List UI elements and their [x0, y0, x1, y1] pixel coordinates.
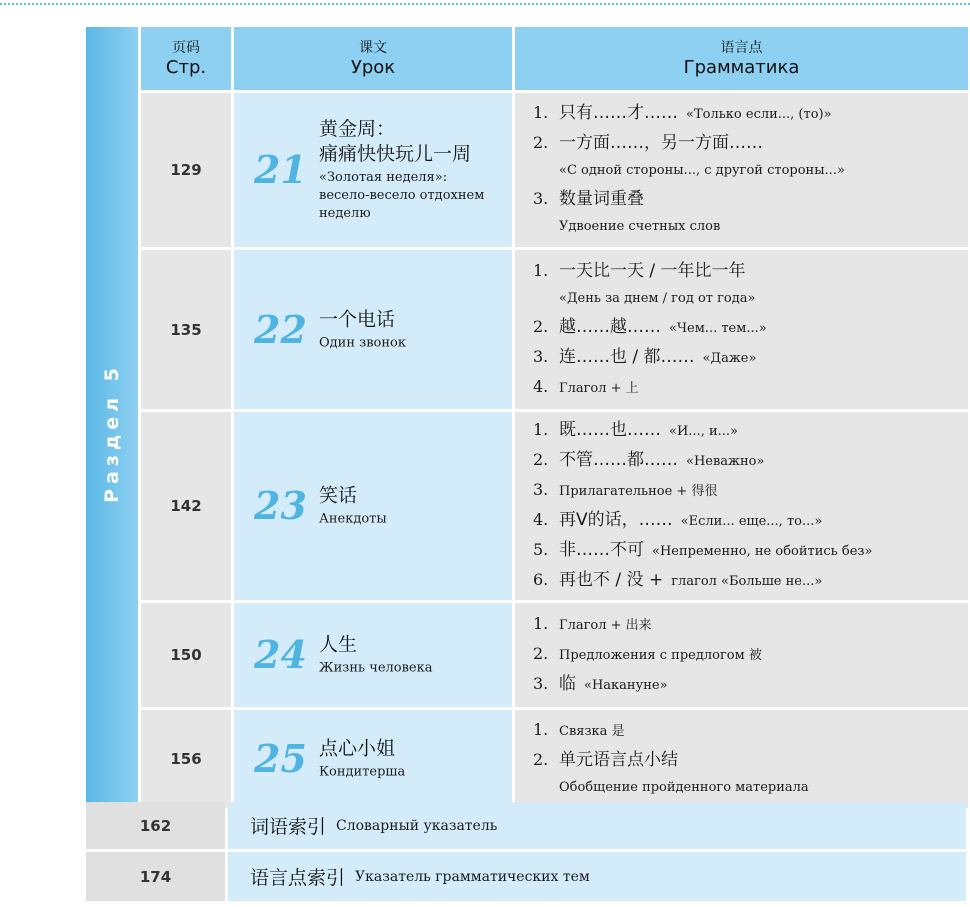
grammar-cell [515, 250, 968, 409]
footer-page-number: 174 [86, 852, 225, 901]
grammar-item-russian: «Даже» [702, 350, 757, 366]
grammar-item-russian: «Накануне» [584, 678, 668, 693]
lesson-cell[interactable] [234, 412, 512, 600]
lesson-number: 23 [254, 483, 307, 528]
grammar-item-russian: Связка 是 [559, 724, 625, 739]
grammar-item [533, 670, 968, 700]
lesson-title: 痛痛快快玩儿一周 [319, 143, 472, 165]
grammar-item-russian: «День за днем / год от года» [559, 290, 756, 306]
lesson-subtitle [319, 169, 504, 223]
footer-title-cn: 词语索引 [250, 816, 327, 838]
grammar-item-number: 5. [533, 540, 549, 559]
lesson-text [319, 117, 504, 223]
grammar-item [533, 185, 968, 213]
grammar-item-russian: Удвоение счетных слов [559, 219, 721, 234]
grammar-item-number: 2. [533, 316, 549, 336]
lesson-cell[interactable] [234, 250, 512, 409]
grammar-item-number: 4. [533, 510, 549, 529]
grammar-item-russian: «Если... еще..., то...» [680, 514, 823, 529]
lesson-page-number[interactable]: 150 [141, 603, 231, 707]
grammar-item [533, 373, 968, 403]
lesson-title: 黄金周： [319, 118, 396, 140]
grammar-item [533, 640, 968, 670]
lesson-text [319, 484, 504, 529]
lesson-number: 21 [254, 147, 307, 192]
grammar-item-chinese: 非……不可 [559, 540, 644, 560]
grammar-item-chinese: 一天比一天 / 一年比一年 [559, 260, 746, 281]
footer-row[interactable] [86, 852, 966, 901]
grammar-item-chinese: 临 [559, 674, 576, 694]
grammar-item [533, 566, 968, 596]
lesson-cell[interactable] [234, 93, 512, 247]
grammar-item [533, 610, 968, 640]
footer-entry [228, 802, 966, 849]
header-grammar [515, 27, 968, 90]
grammar-item-russian: Предложения с предлогом 被 [559, 648, 762, 663]
header-grammar-ru: Грамматика [683, 56, 800, 78]
grammar-item-number: 3. [533, 189, 549, 208]
grammar-item-number: 3. [533, 346, 549, 366]
grammar-item-number: 1. [533, 103, 549, 122]
grammar-item-chinese: 越……越…… [559, 316, 661, 337]
grammar-item [533, 129, 968, 157]
grammar-item-russian: «Непременно, не обойтись без» [652, 544, 873, 559]
grammar-item-russian: Глагол + 出来 [559, 618, 652, 633]
grammar-item-number: 2. [533, 750, 549, 769]
grammar-item-russian: Глагол + 上 [559, 380, 639, 396]
lesson-subtitle-line: Анекдоты [319, 511, 387, 527]
grammar-cell [515, 710, 968, 808]
lesson-cell[interactable] [234, 710, 512, 808]
grammar-item-chinese: 不管……都…… [559, 450, 678, 470]
grammar-item [533, 416, 968, 446]
lesson-number: 24 [254, 632, 307, 677]
grammar-item-chinese: 再也不 / 没 + [559, 570, 664, 590]
header-page [141, 27, 231, 90]
grammar-item [533, 506, 968, 536]
lesson-subtitle-line: весело-весело отдохнем [319, 188, 485, 203]
lesson-title: 点心小姐 [319, 737, 396, 760]
lesson-subtitle-line: Один звонок [319, 335, 406, 350]
grammar-item-chinese: 连……也 / 都…… [559, 346, 695, 367]
grammar-item-number: 1. [533, 420, 549, 439]
footer-row[interactable] [86, 802, 966, 849]
grammar-item [533, 716, 968, 746]
grammar-item-number: 2. [533, 133, 549, 152]
grammar-item-chinese: 一方面……，另一方面…… [559, 133, 763, 153]
grammar-item-chinese: 既……也…… [559, 420, 661, 440]
lesson-title: 一个电话 [319, 308, 396, 330]
header-lesson-ru: Урок [350, 56, 396, 78]
grammar-item [533, 99, 968, 129]
grammar-item-number: 1. [533, 720, 549, 739]
grammar-item-number: 3. [533, 674, 549, 693]
footer-page-number: 162 [86, 802, 225, 849]
grammar-item-number: 1. [533, 260, 549, 280]
grammar-item-number: 1. [533, 614, 549, 633]
lesson-subtitle [319, 660, 504, 678]
lesson-page-number[interactable]: 156 [141, 710, 231, 808]
lesson-subtitle-line: Кондитерша [319, 764, 406, 780]
lesson-text [319, 307, 504, 352]
grammar-item [533, 746, 968, 774]
lesson-page-number[interactable]: 129 [141, 93, 231, 247]
footer-title-ru: Указатель грамматических тем [355, 868, 590, 885]
section-band [86, 27, 138, 808]
grammar-item-number: 2. [533, 450, 549, 469]
grammar-item-russian: «Неважно» [686, 454, 765, 469]
grammar-item-chinese: 只有……才…… [559, 103, 678, 123]
section-label: Раздел 5 [101, 363, 123, 503]
footer-title-ru: Словарный указатель [336, 817, 498, 834]
grammar-item [533, 285, 968, 313]
lesson-subtitle [319, 334, 504, 352]
grammar-item-russian: Обобщение пройденного материала [559, 780, 809, 795]
lesson-number: 22 [254, 306, 307, 352]
contents-table [86, 27, 966, 799]
grammar-item-number: 6. [533, 570, 549, 589]
grammar-item-russian: «Только если..., (то)» [686, 107, 832, 122]
lesson-text [319, 633, 504, 678]
footer-entry [228, 852, 966, 901]
grammar-item-number: 3. [533, 480, 549, 499]
grammar-item-russian: «Чем... тем...» [669, 320, 767, 336]
lesson-subtitle-line: Жизнь человека [319, 660, 433, 676]
grammar-item [533, 476, 968, 506]
grammar-item-number: 4. [533, 376, 549, 396]
lesson-text [319, 737, 504, 782]
header-lesson-cn: 课文 [359, 39, 387, 56]
lesson-cell[interactable] [234, 603, 512, 707]
footer-title-cn: 语言点索引 [250, 867, 346, 889]
header-page-ru: Стр. [165, 56, 207, 78]
grammar-item-russian: Прилагательное + 得很 [559, 484, 718, 499]
lesson-page-number[interactable]: 135 [141, 250, 231, 409]
lesson-title: 笑话 [319, 484, 358, 507]
header-page-cn: 页码 [172, 39, 200, 56]
grammar-item [533, 257, 968, 285]
lesson-subtitle [319, 511, 504, 529]
grammar-cell [515, 603, 968, 707]
lesson-subtitle [319, 764, 504, 782]
top-dotted-rule [0, 3, 970, 5]
grammar-item [533, 157, 968, 185]
grammar-cell [515, 412, 968, 600]
grammar-cell [515, 93, 968, 247]
grammar-item-russian: глагол «Больше не...» [671, 574, 823, 589]
grammar-item [533, 343, 968, 373]
header-grammar-cn: 语言点 [720, 39, 763, 56]
lesson-page-number[interactable]: 142 [141, 412, 231, 600]
grammar-item [533, 536, 968, 566]
grammar-item-chinese: 数量词重叠 [559, 189, 644, 209]
grammar-item-chinese: 再V的话，…… [559, 510, 673, 530]
grammar-item [533, 313, 968, 343]
grammar-item [533, 213, 968, 241]
grammar-item [533, 446, 968, 476]
lesson-subtitle-line: «Золотая неделя»: [319, 170, 448, 185]
grammar-item [533, 774, 968, 802]
grammar-item-russian: «И..., и...» [669, 424, 738, 439]
lesson-title: 人生 [319, 633, 358, 656]
lesson-number: 25 [254, 736, 307, 781]
grammar-item-chinese: 单元语言点小结 [559, 750, 678, 770]
grammar-item-number: 2. [533, 644, 549, 663]
lesson-subtitle-line: неделю [319, 206, 371, 221]
grammar-item-russian: «С одной стороны..., с другой стороны...» [559, 163, 845, 178]
header-lesson [234, 27, 512, 90]
